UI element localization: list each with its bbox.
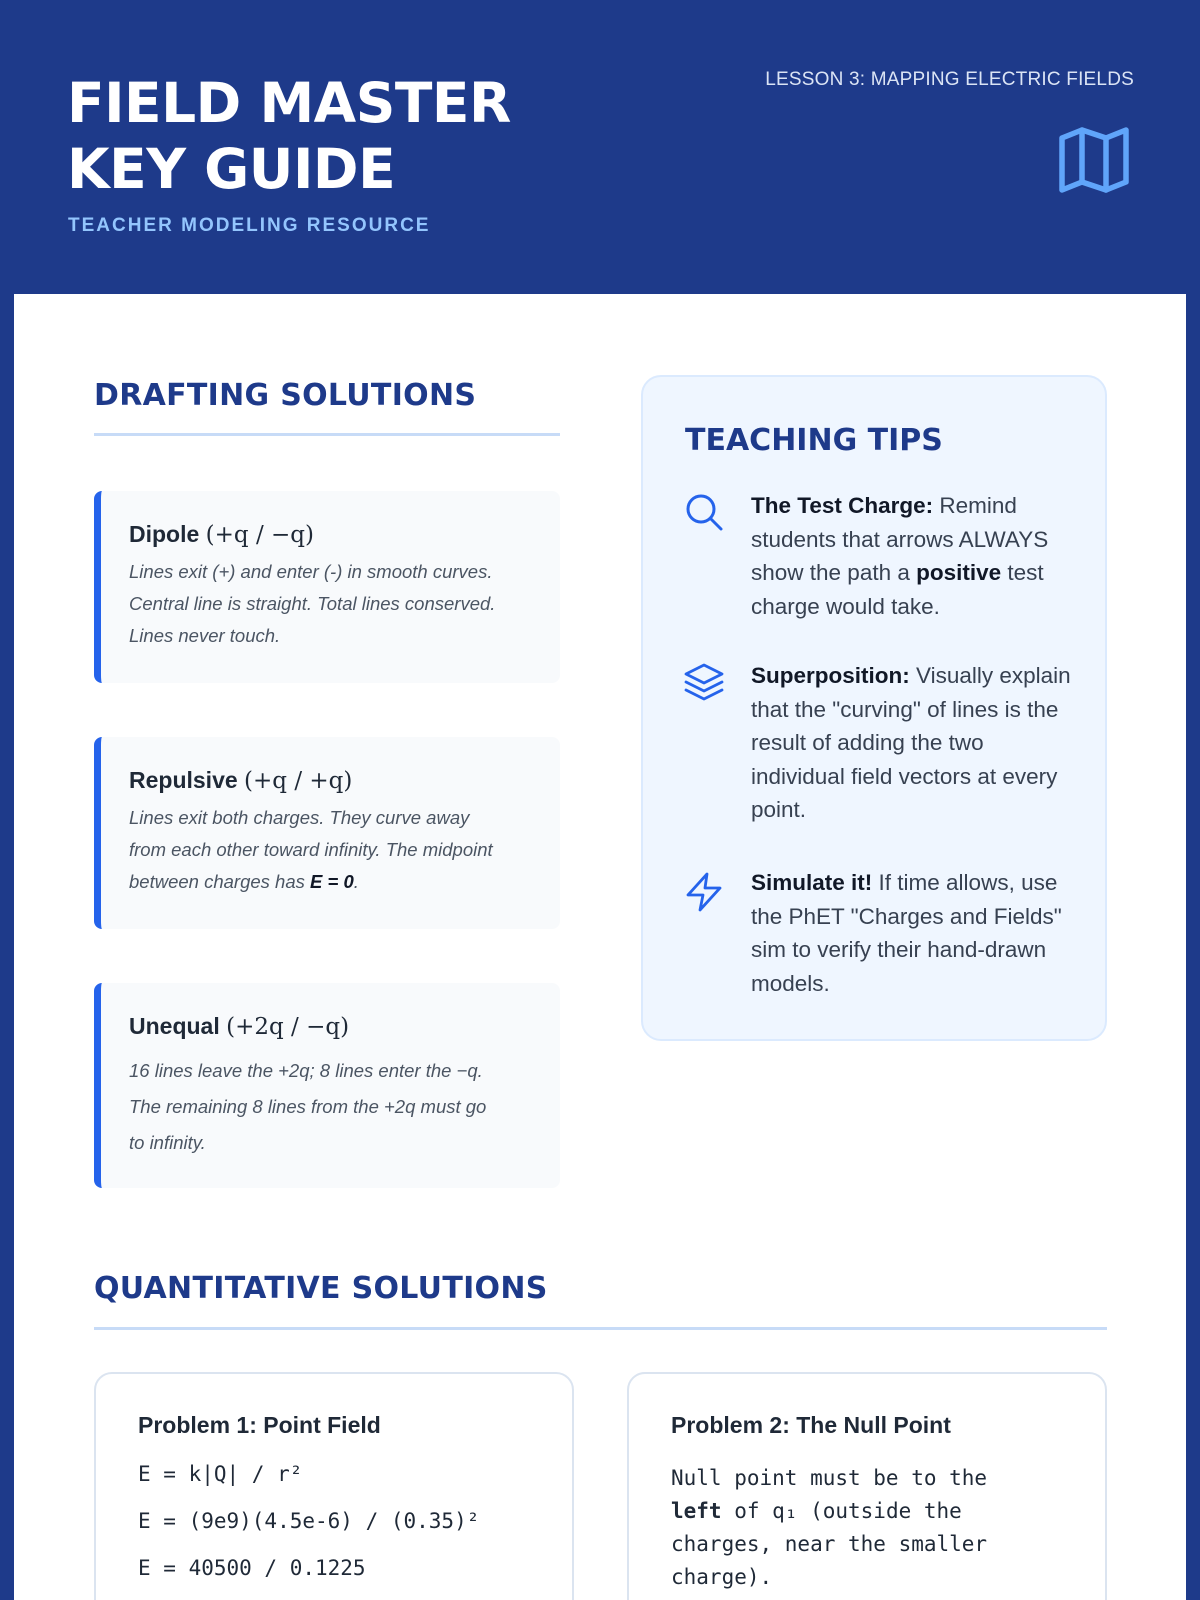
search-icon [683,491,725,533]
card-line-prefix: between charges has [129,871,311,892]
title-line-2: KEY GUIDE [67,137,396,201]
problem-title: Problem 1: Point Field [138,1412,381,1438]
title-line-1: FIELD MASTER [67,71,511,135]
equation-line: E = k|Q| / r² [138,1462,303,1486]
explanation-line: charges, near the smaller [671,1532,988,1556]
tip-body: test charge would take. [751,560,1044,619]
page-subtitle: TEACHER MODELING RESOURCE [68,215,431,236]
tip-test-charge [751,489,1071,623]
map-icon [1058,126,1130,194]
tip-heading: Simulate it! [751,870,873,895]
card-title [129,767,352,794]
drafting-section-title: DRAFTING SOLUTIONS [94,378,477,413]
equation-line: E = 40500 / 0.1225 [138,1556,366,1580]
card-line: Central line is straight. Total lines conserved. [129,593,496,614]
card-title-formula: (+2q / −q) [226,1014,350,1040]
quantitative-section-title: QUANTITATIVE SOLUTIONS [94,1271,548,1306]
problem-title: Problem 2: The Null Point [671,1412,951,1438]
card-line [129,866,539,898]
tips-title: TEACHING TIPS [685,423,943,458]
tip-heading: The Test Charge: [751,493,934,518]
tip-superposition [751,659,1071,827]
problem-1-card [94,1372,574,1600]
card-line: The remaining 8 lines from the +2q must go [129,1096,487,1117]
drafting-divider [94,433,560,436]
card-line-suffix: . [353,871,359,892]
tip-simulate [751,866,1071,1000]
explanation-line: Null point must be to the [671,1466,988,1490]
dipole-card [94,491,560,683]
quantitative-divider [94,1327,1107,1330]
card-line: 16 lines leave the +2q; 8 lines enter the −q. [129,1060,483,1081]
card-line: from each other toward infinity. The midpoint [129,839,493,860]
card-line: Lines never touch. [129,625,281,646]
card-title [129,521,314,548]
card-line: Lines exit (+) and enter (-) in smooth curves. [129,561,493,582]
zap-icon [683,871,725,913]
card-title-name: Repulsive [129,767,238,793]
card-title-formula: (+q / +q) [244,768,353,794]
direction-emphasis: left [671,1499,722,1523]
equation-line: E = (9e9)(4.5e-6) / (0.35)² [138,1509,480,1533]
explanation-line [671,1495,987,1528]
null-point-explanation [671,1462,987,1594]
page-title [67,70,511,202]
unequal-card [94,983,560,1188]
card-title-name: Unequal [129,1013,220,1039]
teaching-tips-panel [641,375,1107,1041]
card-title-formula: (+q / −q) [205,522,314,548]
tip-heading: Superposition: [751,663,910,688]
layers-icon [683,661,725,703]
tip-body: Visually explain that the "curving" of lines is the result of adding the two individual field vectors at every point. [751,663,1071,822]
repulsive-card [94,737,560,929]
tip-body: If time allows, use the PhET "Charges and Fields" sim to verify their hand-drawn models. [751,870,1062,996]
header [0,0,1200,294]
card-description [129,1053,539,1161]
card-title [129,1013,349,1040]
card-line: to infinity. [129,1132,206,1153]
card-description [129,802,539,898]
main-content [14,294,1186,1600]
card-title-name: Dipole [129,521,200,547]
tip-emphasis: positive [916,560,1002,585]
zero-field-formula: E = 0 [310,871,354,892]
card-line: Lines exit both charges. They curve away [129,807,470,828]
problem-2-card [627,1372,1107,1600]
explanation-text: of q₁ (outside the [721,1499,962,1523]
lesson-label: LESSON 3: MAPPING ELECTRIC FIELDS [765,69,1134,90]
tip-body: Remind students that arrows ALWAYS show the path a [751,493,1049,585]
card-description [129,556,539,652]
explanation-line: charge). [671,1565,773,1589]
